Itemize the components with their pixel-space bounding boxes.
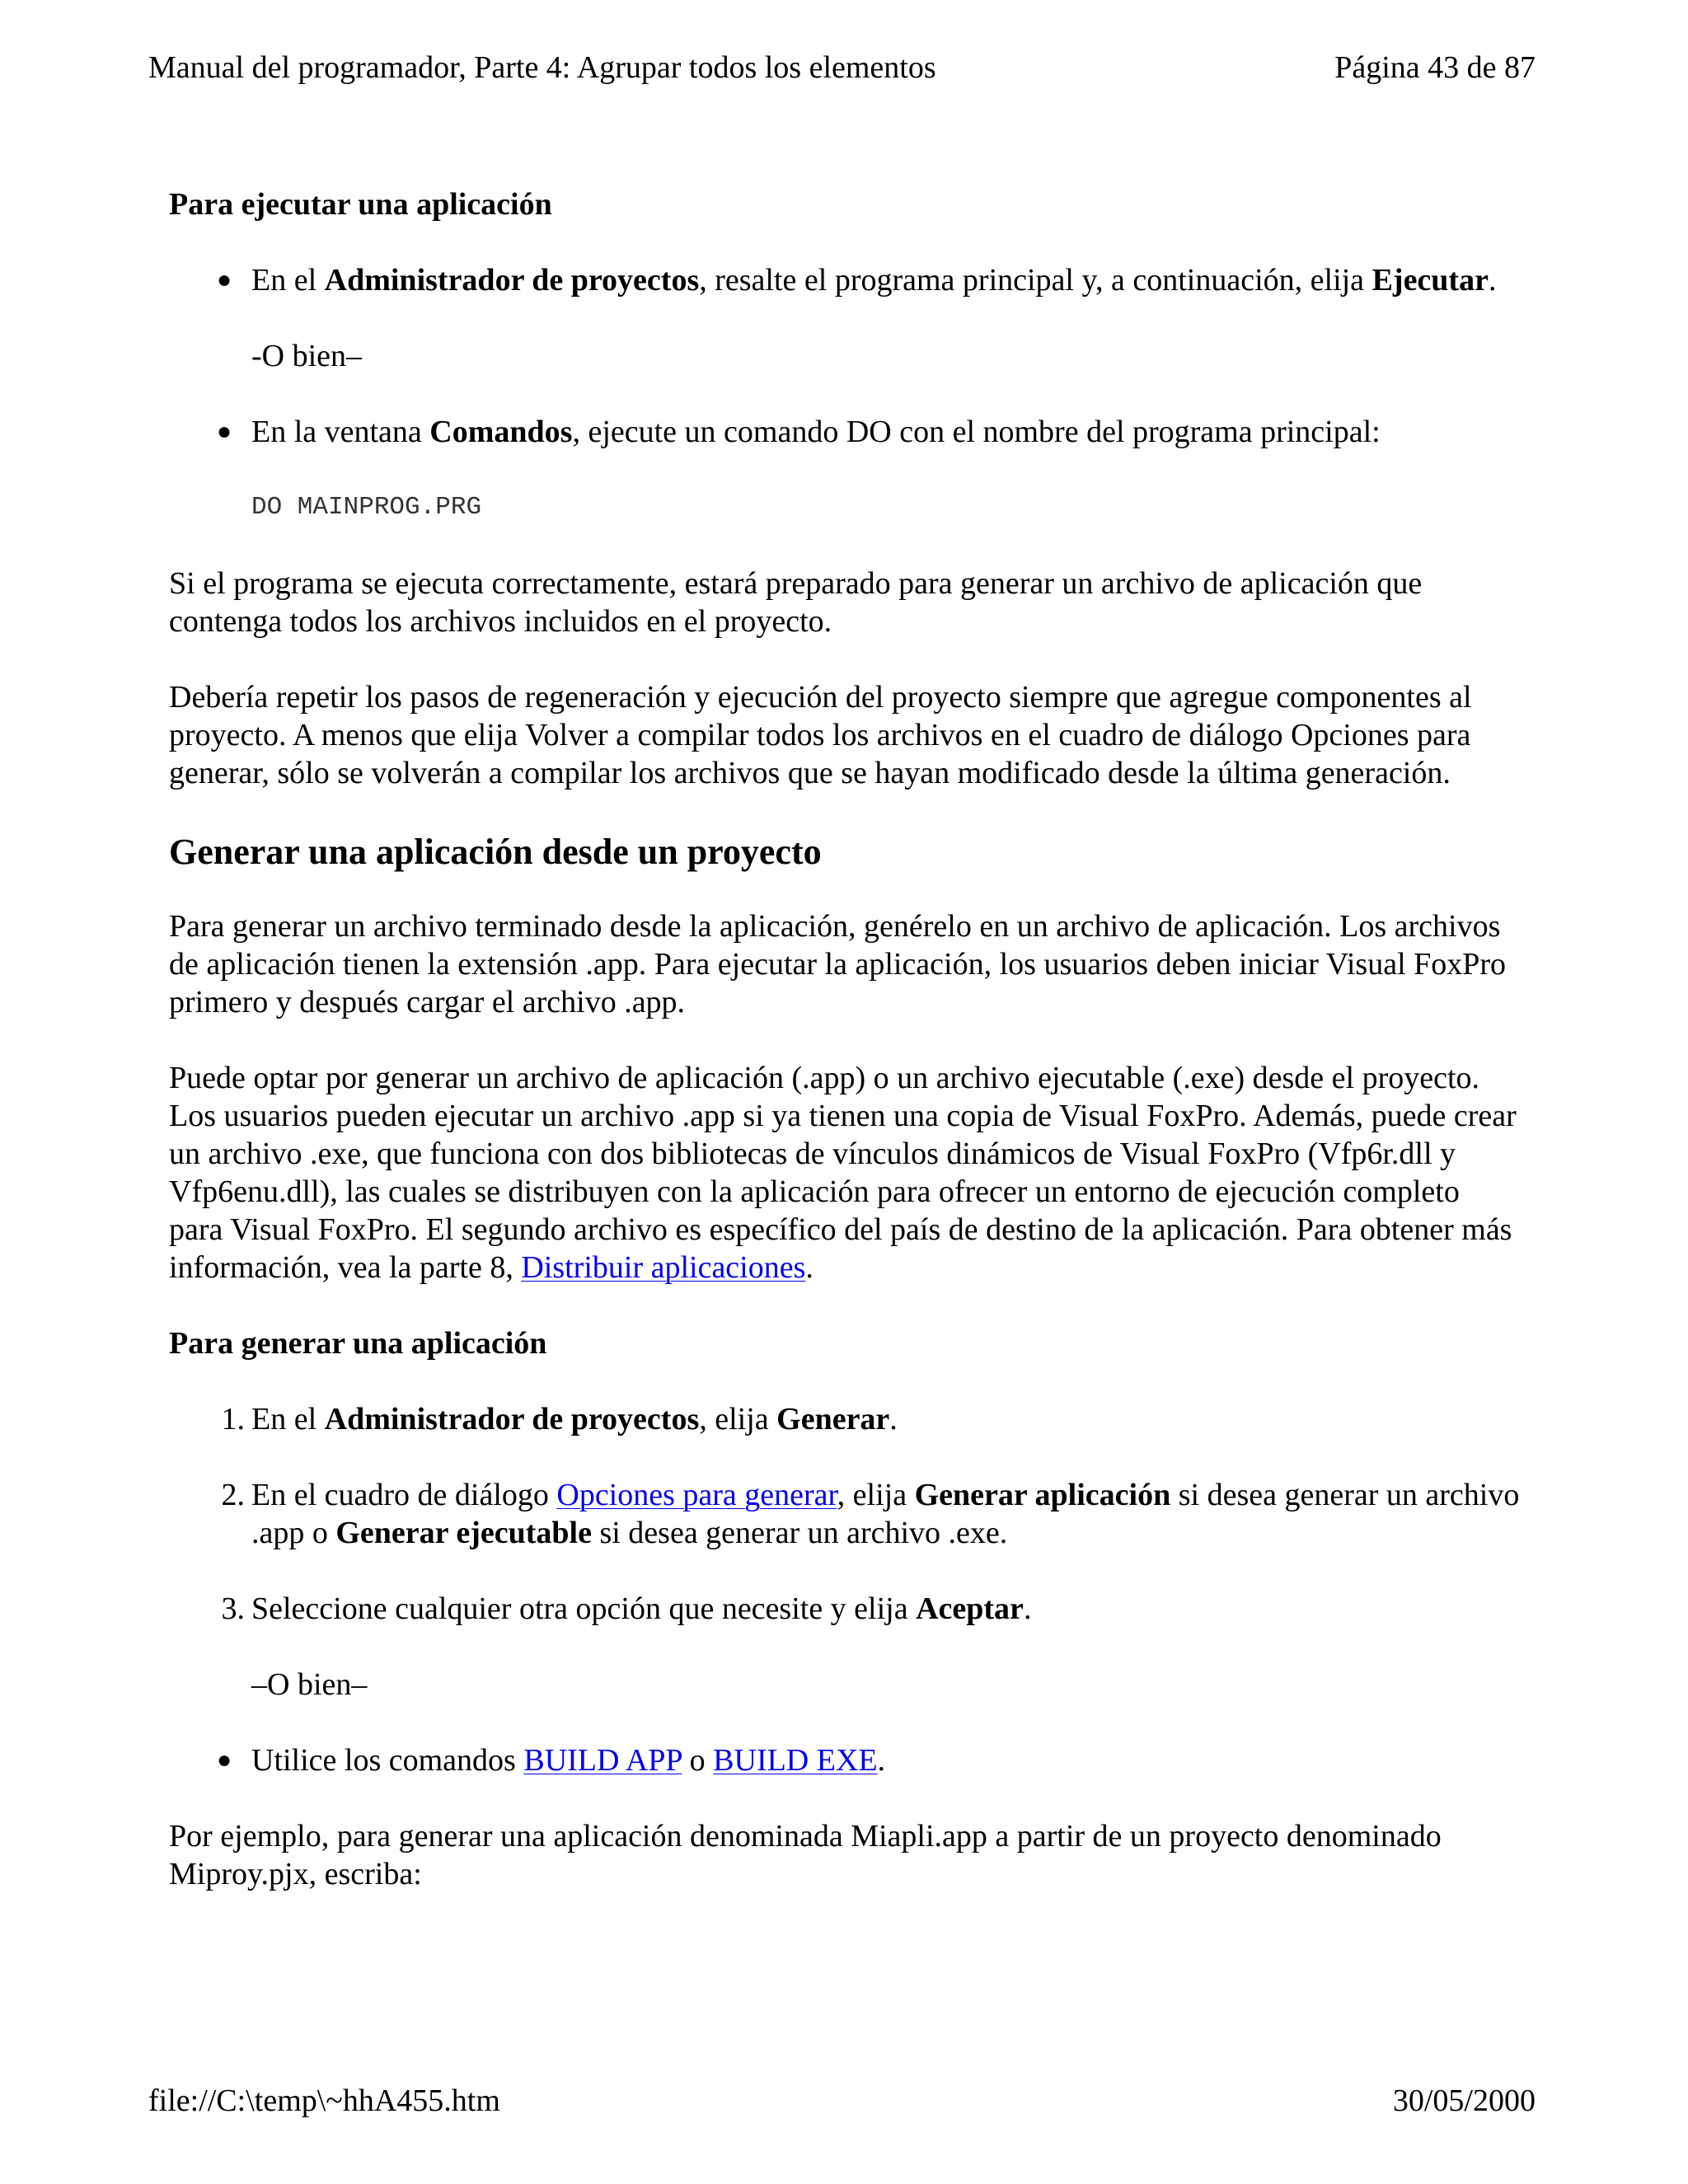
list-item: 3. Seleccione cualquier otra opción que necesite y elija Aceptar. [169,1590,1521,1628]
list-item: ● En la ventana Comandos, ejecute un comando DO con el nombre del programa principal: [217,415,1381,449]
bullet-icon: ● [217,418,232,445]
procedure-title-build: Para generar una aplicación [169,1326,547,1361]
page-number: Página 43 de 87 [1334,50,1536,85]
section-heading: Generar una aplicación desde un proyecto [169,832,822,872]
step-number: 1. [221,1402,245,1436]
run-steps-list-2 [169,413,1521,451]
code-sample: DO MAINPROG.PRG [251,493,482,522]
link-opciones-para-generar[interactable]: Opciones para generar [556,1478,837,1512]
paragraph: Si el programa se ejecuta correctamente, estará preparado para generar un archivo de aplicación que contenga todos los archivos incluidos en el proyecto. [169,566,1423,639]
bullet-icon: ● [217,1746,232,1774]
link-build-exe[interactable]: BUILD EXE [713,1743,878,1778]
document-body [169,185,1521,1931]
paragraph: Puede optar por generar un archivo de aplicación (.app) o un archivo ejecutable (.exe) desde el proyecto. Los usuarios pueden ejecutar un archivo .app si ya tienen una copia de Visual FoxPro. Además, puede crear un archivo .exe, que funciona con dos bibliotecas de vínculos dinámicos de Visual FoxPro (Vfp6r.dll y Vfp6enu.dll), las cuales se distribuyen con la aplicación para ofrecer un entorno de ejecución completo para Visual FoxPro. El segundo archivo es específico del país de destino de la aplicación. Para obtener más información, vea la parte 8, Distribuir aplicaciones. [169,1061,1517,1285]
bullet-icon: ● [217,266,232,293]
build-alt-list [169,1741,1521,1779]
paragraph: Por ejemplo, para generar una aplicación denominada Miapli.app a partir de un proyecto denominado Miproy.pjx, escriba: [169,1819,1442,1891]
or-separator: –O bien– [251,1667,368,1702]
file-path: file://C:\temp\~hhA455.htm [148,2083,500,2118]
list-item: 2. En el cuadro de diálogo Opciones para generar, elija Generar aplicación si desea generar un archivo .app o Generar ejecutable si desea generar un archivo .exe. [169,1476,1521,1552]
page-header [148,49,1536,87]
paragraph: Debería repetir los pasos de regeneración y ejecución del proyecto siempre que agregue componentes al proyecto. A menos que elija Volver a compilar todos los archivos en el cuadro de diálogo Opciones para generar, sólo se volverán a compilar los archivos que se hayan modificado desde la última generación. [169,680,1472,790]
build-steps-list [169,1400,1521,1628]
list-item: ● Utilice los comandos BUILD APP o BUILD EXE. [217,1743,886,1778]
or-separator: -O bien– [251,339,363,373]
run-steps-list [169,261,1521,299]
paragraph: Para generar un archivo terminado desde la aplicación, genérelo en un archivo de aplicación. Los archivos de aplicación tienen la extensión .app. Para ejecutar la aplicación, los usuarios deben iniciar Visual FoxPro primero y después cargar el archivo .app. [169,909,1507,1019]
print-date: 30/05/2000 [1392,2083,1536,2118]
document-title: Manual del programador, Parte 4: Agrupar todos los elementos [148,50,936,85]
link-build-app[interactable]: BUILD APP [523,1743,682,1778]
step-number: 3. [221,1591,245,1626]
link-distribuir-aplicaciones[interactable]: Distribuir aplicaciones [521,1250,806,1285]
list-item: ● En el Administrador de proyectos, resalte el programa principal y, a continuación, elija Ejecutar. [217,263,1497,298]
list-item: 1. En el Administrador de proyectos, elija Generar. [169,1400,1521,1438]
step-number: 2. [221,1478,245,1512]
procedure-title-run: Para ejecutar una aplicación [169,187,552,222]
page-footer [148,2083,1536,2121]
